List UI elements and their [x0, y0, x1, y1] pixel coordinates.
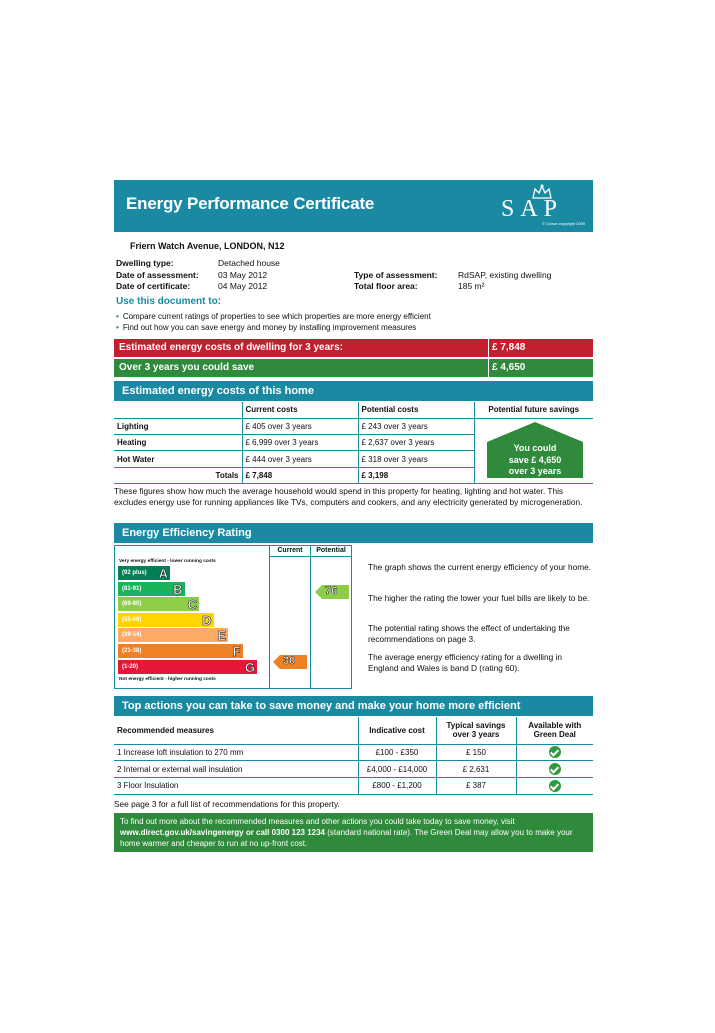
rating-note-1: The graph shows the current energy efficiency of your home.: [368, 562, 592, 572]
page-title: Energy Performance Certificate: [126, 194, 375, 213]
estimated-costs-bar: Estimated energy costs of dwelling for 3 years: £ 7,848: [114, 339, 593, 357]
rating-band-f: (21-38) F: [118, 644, 243, 658]
costs-section-header: Estimated energy costs of this home: [114, 381, 593, 401]
rating-section-header: Energy Efficiency Rating: [114, 523, 593, 543]
rating-note-2: The higher the rating the lower your fuel bills are likely to be.: [368, 593, 590, 603]
actions-section-header: Top actions you can take to save money and make your home more efficient: [114, 696, 593, 716]
rating-band-g: (1-20) G: [118, 660, 257, 674]
rating-band-b: (81-91) B: [118, 582, 185, 596]
list-item: • Find out how you can save energy and money by installing improvement measures: [116, 323, 417, 332]
dwelling-type-value: Detached house: [218, 258, 280, 268]
date-assessment-value: 03 May 2012: [218, 270, 268, 280]
date-certificate-label: Date of certificate:: [116, 281, 191, 291]
sap-logo: [501, 184, 585, 228]
rating-band-e: (39-54) E: [118, 628, 228, 642]
costs-table: Current costs Potential costs Potential future savings Lighting £ 405 over 3 years £ 243 over 3 years Heating £ 6,999 over 3 years £ 2,637 over 3 years Hot Water £ 444 over 3 years £ 318 over 3 years Totals £ 7,848 £ 3,198: [114, 402, 593, 484]
list-item: • Compare current ratings of properties to see which properties are more energy efficient: [116, 312, 431, 321]
table-row: 1 Increase loft insulation to 270 mm £100 - £350 £ 150: [114, 744, 593, 761]
actions-table: Recommended measures Indicative cost Typical savings over 3 years Available with Green Deal 1 Increase loft insulation to 270 mm £100 - £350 £ 150 2 Internal or external wall insulation £4,000 - £14,000 £ 2,631 3 Floor Insulation £800 - £1,200 £ 387: [114, 717, 593, 795]
sap-logo-text: SAP: [501, 196, 564, 222]
totals-row: Totals £ 7,848 £ 3,198: [114, 467, 593, 483]
footer-link[interactable]: www.direct.gov.uk/savingenergy or call 0300 123 1234: [120, 828, 325, 837]
crown-copyright: © Crown copyright 2009: [542, 221, 585, 226]
rating-band-c: (69-80) C: [118, 597, 199, 611]
energy-rating-graph: [114, 545, 354, 689]
green-deal-check-icon: [549, 763, 561, 775]
table-row: 3 Floor Insulation £800 - £1,200 £ 387: [114, 778, 593, 795]
dwelling-type-label: Dwelling type:: [116, 258, 174, 268]
use-title: Use this document to:: [116, 296, 222, 307]
green-deal-check-icon: [549, 746, 561, 758]
scale-top-label: Very energy efficient - lower running costs: [119, 559, 216, 564]
potential-savings-callout: You could save £ 4,650 over 3 years: [508, 443, 562, 476]
date-certificate-value: 04 May 2012: [218, 281, 268, 291]
date-assessment-label: Date of assessment:: [116, 270, 199, 280]
type-assessment-value: RdSAP, existing dwelling: [458, 270, 552, 280]
type-assessment-label: Type of assessment:: [354, 270, 438, 280]
certificate: [114, 180, 593, 852]
use-bullets: [116, 311, 431, 333]
scale-bottom-label: Not energy efficient - higher running costs: [119, 677, 216, 682]
table-row: Lighting £ 405 over 3 years £ 243 over 3 years: [114, 418, 593, 434]
current-rating-value: 30: [283, 655, 296, 667]
table-row: 2 Internal or external wall insulation £4,000 - £14,000 £ 2,631: [114, 761, 593, 778]
estimated-costs-value: £ 7,848: [492, 342, 526, 353]
floor-area-label: Total floor area:: [354, 281, 418, 291]
current-column-header: Current: [277, 547, 303, 554]
potential-rating-value: 76: [325, 585, 338, 597]
green-deal-check-icon: [549, 780, 561, 792]
costs-note: These figures show how much the average household would spend in this property for heating, lighting and hot water. This excludes energy use for running appliances like TVs, computers and cookers, and any electricity generated by microgeneration.: [114, 486, 583, 507]
could-save-bar: Over 3 years you could save £ 4,650: [114, 359, 593, 377]
footer-info-box: To find out more about the recommended measures and other actions you could take today to save money, visit www.direct.gov.uk/savingenergy or call 0300 123 1234 (standard national rate). The Green Deal may allow you to make your home warmer and cheaper to run at no up-front cost.: [114, 813, 593, 852]
property-address: Friern Watch Avenue, LONDON, N12: [130, 241, 285, 251]
rating-note-4: The average energy efficiency rating for a dwelling in England and Wales is band D (rating 60).: [368, 652, 563, 673]
rating-band-d: (55-68) D: [118, 613, 214, 627]
could-save-value: £ 4,650: [492, 362, 526, 373]
table-row: Heating £ 6,999 over 3 years £ 2,637 over 3 years: [114, 435, 593, 451]
see-page-note: See page 3 for a full list of recommendations for this property.: [114, 799, 340, 809]
rating-band-a: (92 plus) A: [118, 566, 170, 580]
rating-note-3: The potential rating shows the effect of undertaking the recommendations on page 3.: [368, 623, 570, 644]
header-banner: [114, 180, 593, 232]
floor-area-value: 185 m²: [458, 281, 485, 291]
potential-column-header: Potential: [316, 547, 346, 554]
table-row: Hot Water £ 444 over 3 years £ 318 over 3 years: [114, 451, 593, 467]
